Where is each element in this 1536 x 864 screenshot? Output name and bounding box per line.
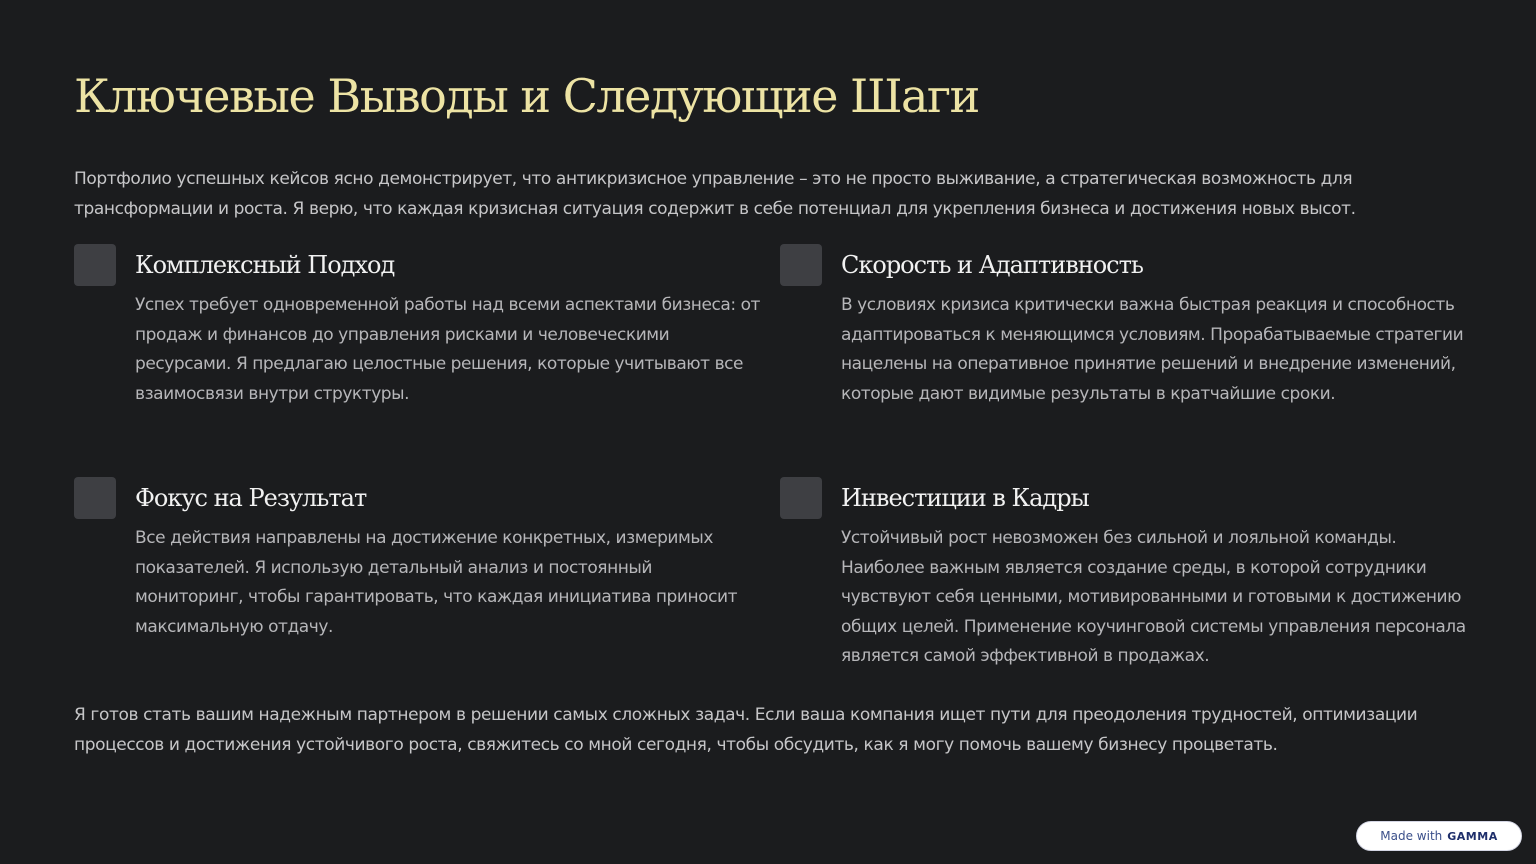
page-title: Ключевые Выводы и Следующие Шаги bbox=[74, 69, 979, 123]
card-icon-placeholder bbox=[74, 244, 116, 286]
badge-prefix: Made with bbox=[1380, 829, 1443, 843]
intro-paragraph: Портфолио успешных кейсов ясно демонстрирует, что антикризисное управление – это не просто выживание, а стратегическая возможность для трансформации и роста. Я верю, что каждая кризисная ситуация содержит в себе потенциал для укрепления бизнеса и достижения новых высот. bbox=[74, 169, 1356, 219]
card-text: Устойчивый рост невозможен без сильной и лояльной команды. Наиболее важным является создание среды, в которой сотрудники чувствуют себя ценными, мотивированными и готовыми к достижению общих целей. Применение коучинговой системы управления персонала является самой эффективной в продажах. bbox=[841, 528, 1466, 666]
closing-paragraph: Я готов стать вашим надежным партнером в решении самых сложных задач. Если ваша компания ищет пути для преодоления трудностей, оптимизации процессов и достижения устойчивого роста, свяжитесь со мной сегодня, чтобы обсудить, как я могу помочь вашему бизнесу процветать. bbox=[74, 705, 1418, 755]
card-title: Скорость и Адаптивность bbox=[841, 251, 1143, 279]
card-text: В условиях кризиса критически важна быстрая реакция и способность адаптироваться к меняющимся условиям. Прорабатываемые стратегии нацелены на оперативное принятие решений и внедрение изменений, которые дают видимые результаты в кратчайшие сроки. bbox=[841, 295, 1464, 404]
card-text: Успех требует одновременной работы над всеми аспектами бизнеса: от продаж и финансов до управления рисками и человеческими ресурсами. Я предлагаю целостные решения, которые учитывают все взаимосвязи внутри структуры. bbox=[135, 295, 760, 404]
card-title: Фокус на Результат bbox=[135, 484, 367, 512]
gamma-logo: GAMMA bbox=[1447, 829, 1498, 843]
card-title: Инвестиции в Кадры bbox=[841, 484, 1089, 512]
card-icon-placeholder bbox=[780, 477, 822, 519]
made-with-gamma-badge[interactable] bbox=[1356, 821, 1522, 851]
card-title: Комплексный Подход bbox=[135, 251, 395, 279]
card-icon-placeholder bbox=[74, 477, 116, 519]
card-icon-placeholder bbox=[780, 244, 822, 286]
card-text: Все действия направлены на достижение конкретных, измеримых показателей. Я использую детальный анализ и постоянный мониторинг, чтобы гарантировать, что каждая инициатива приносит максимальную отдачу. bbox=[135, 528, 738, 637]
